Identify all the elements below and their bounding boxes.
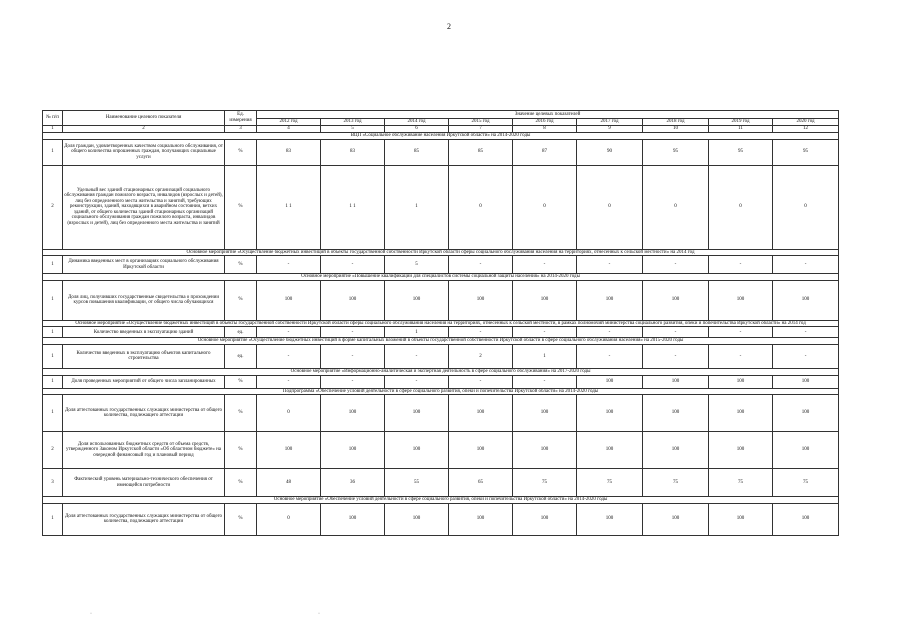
table-row (43, 280, 839, 320)
value-cell: 95 (643, 139, 709, 165)
value-cell: 100 (643, 432, 709, 469)
value-cell: 87 (513, 139, 577, 165)
value-cell: 95 (709, 139, 773, 165)
row-number: 2 (43, 165, 63, 249)
value-cell: 100 (385, 503, 449, 535)
table-row (43, 375, 839, 388)
unit-cell: % (225, 395, 257, 432)
value-cell: 100 (513, 503, 577, 535)
indicator-name: Количество введенных в эксплуатацию объектов капитального строительства (63, 344, 225, 368)
value-cell: 0 (449, 165, 513, 249)
table-row (43, 139, 839, 165)
value-cell: - (709, 344, 773, 368)
value-cell: 90 (577, 139, 643, 165)
header-col-number: 3 (225, 126, 257, 133)
header-col-number: 12 (773, 126, 839, 133)
target-indicators-table (42, 110, 839, 536)
header-col-number: 5 (321, 126, 385, 133)
indicator-name: Удельный вес зданий стационарных организаций социального обслуживания граждан пожилого возраста, инвалидов (взрослых и детей), лиц без определенного места жительства и занятий, требующих реконструкции, зданий, находящихся в аварийном состоянии, ветхих зданий, от общего количества зданий стационарных организаций социального обслуживания граждан пожилого возраста, инвалидов (взрослых и детей), лиц без определенного места жительства и занятий (63, 165, 225, 249)
header-year: 2015 год (449, 119, 513, 126)
value-cell: 100 (709, 280, 773, 320)
row-number: 1 (43, 256, 63, 274)
value-cell: 100 (257, 280, 321, 320)
value-cell: 100 (321, 432, 385, 469)
indicator-name: Доля аттестованных государственных служащих министерства от общего количества, подлежащего аттестации (63, 503, 225, 535)
scan-mark: · (90, 611, 92, 617)
header-col-number: 4 (257, 126, 321, 133)
section-header-row (43, 388, 839, 395)
header-year: 2013 год (321, 119, 385, 126)
value-cell: 100 (385, 395, 449, 432)
section-header-row (43, 274, 839, 281)
value-cell: - (321, 327, 385, 338)
unit-cell: % (225, 375, 257, 388)
indicator-name: Доля проведенных мероприятий от общего числа запланированных (63, 375, 225, 388)
value-cell: 100 (577, 432, 643, 469)
value-cell: 83 (321, 139, 385, 165)
value-cell: 75 (577, 469, 643, 497)
value-cell: 1 (513, 344, 577, 368)
scan-mark: · (318, 611, 320, 617)
value-cell: - (577, 344, 643, 368)
indicator-name: Доля лиц, получивших государственные свидетельства о прохождении курсов повышения квалификации, от общего числа обучающихся (63, 280, 225, 320)
unit-cell: % (225, 256, 257, 274)
indicator-name: Доля аттестованных государственных служащих министерства от общего количества, подлежащего аттестации (63, 395, 225, 432)
header-name: Наименование целевого показателя (63, 111, 225, 126)
header-values-group: Значение целевых показателей (257, 111, 839, 119)
section-title: Основное мероприятие «Обеспечение условий деятельности в сфере социального развития, опеки и попечительства Иркутской области» на 2014-2020 годы (43, 497, 839, 504)
value-cell: 100 (773, 432, 839, 469)
value-cell: 1 (385, 327, 449, 338)
value-cell: - (385, 375, 449, 388)
value-cell: - (773, 344, 839, 368)
value-cell: - (513, 327, 577, 338)
value-cell: 100 (449, 280, 513, 320)
unit-cell: ед. (225, 327, 257, 338)
indicator-name: Доля граждан, удовлетворенных качеством социального обслуживания, от общего количества опрошенных граждан, получающих социальные услуги (63, 139, 225, 165)
header-col-number: 8 (513, 126, 577, 133)
value-cell: 0 (709, 165, 773, 249)
indicator-name: Динамика введенных мест в организациях социального обслуживания Иркутской области (63, 256, 225, 274)
value-cell: 85 (449, 139, 513, 165)
value-cell: - (385, 344, 449, 368)
header-year: 2020 год (773, 119, 839, 126)
table-row (43, 432, 839, 469)
value-cell: 100 (773, 375, 839, 388)
value-cell: 48 (257, 469, 321, 497)
section-header-row (43, 338, 839, 345)
value-cell: - (643, 344, 709, 368)
row-number: 1 (43, 327, 63, 338)
value-cell: 100 (449, 432, 513, 469)
value-cell: 1 1 (257, 165, 321, 249)
header-year: 2014 год (385, 119, 449, 126)
value-cell: 5 (385, 256, 449, 274)
value-cell: 100 (773, 280, 839, 320)
value-cell: - (577, 327, 643, 338)
value-cell: 100 (643, 375, 709, 388)
value-cell: 75 (643, 469, 709, 497)
page-number: 2 (447, 22, 451, 31)
value-cell: 100 (709, 503, 773, 535)
unit-cell: % (225, 432, 257, 469)
value-cell: 100 (773, 503, 839, 535)
value-cell: - (449, 375, 513, 388)
unit-cell: % (225, 469, 257, 497)
table-row (43, 395, 839, 432)
row-number: 1 (43, 280, 63, 320)
value-cell: 100 (577, 395, 643, 432)
value-cell: 95 (773, 139, 839, 165)
header-num: № п/п (43, 111, 63, 126)
value-cell: 65 (449, 469, 513, 497)
value-cell: 0 (577, 165, 643, 249)
value-cell: 55 (385, 469, 449, 497)
section-title: Основное мероприятие «Осуществление бюджетных инвестиций в форме капитальных вложений в объекты государственной собственности Иркутской области в сфере социального обслуживания населения» на 2015-2020 годы (43, 338, 839, 345)
value-cell: 75 (513, 469, 577, 497)
value-cell: 100 (385, 432, 449, 469)
row-number: 1 (43, 375, 63, 388)
header-year: 2017 год (577, 119, 643, 126)
value-cell: - (321, 256, 385, 274)
header-year: 2018 год (643, 119, 709, 126)
value-cell: - (513, 375, 577, 388)
value-cell: - (257, 344, 321, 368)
value-cell: - (257, 256, 321, 274)
value-cell: 100 (321, 503, 385, 535)
header-year: 2019 год (709, 119, 773, 126)
unit-cell: ед. (225, 344, 257, 368)
value-cell: - (643, 256, 709, 274)
value-cell: - (773, 256, 839, 274)
section-title: Основное мероприятие «Информационно-аналитическая и экспертная деятельность в сфере социального обслуживания» на 2017-2020 годы (43, 368, 839, 375)
section-title: Основное мероприятие «Осуществление бюджетных инвестиций в объекты государственной собственности Иркутской области сферы социального обслуживания населения на территориях, отнесенных к сельской местности» на 2014 год (43, 249, 839, 256)
row-number: 1 (43, 344, 63, 368)
unit-cell: % (225, 165, 257, 249)
section-title: Подпрограмма «Обеспечение условий деятельности в сфере социального развития, опеки и попечительства Иркутской области» на 2014-2020 годы (43, 388, 839, 395)
table-row (43, 165, 839, 249)
section-header-row (43, 249, 839, 256)
value-cell: 1 (385, 165, 449, 249)
value-cell: 100 (513, 280, 577, 320)
row-number: 1 (43, 139, 63, 165)
value-cell: 0 (257, 503, 321, 535)
value-cell: - (257, 375, 321, 388)
value-cell: 2 (449, 344, 513, 368)
section-header-row (43, 320, 839, 327)
value-cell: 83 (257, 139, 321, 165)
table-row (43, 344, 839, 368)
value-cell: 0 (257, 395, 321, 432)
header-col-number: 1 (43, 126, 63, 133)
value-cell: - (257, 327, 321, 338)
header-col-number: 7 (449, 126, 513, 133)
row-number: 3 (43, 469, 63, 497)
value-cell: 0 (513, 165, 577, 249)
value-cell: - (513, 256, 577, 274)
value-cell: 100 (577, 503, 643, 535)
value-cell: 100 (321, 395, 385, 432)
row-number: 1 (43, 395, 63, 432)
indicator-name: Доля использованных бюджетных средств от объема средств, утвержденного Законом Иркутской области «Об областном бюджете» на очередной финансовый год и плановый период (63, 432, 225, 469)
value-cell: 100 (321, 280, 385, 320)
value-cell: 100 (577, 375, 643, 388)
value-cell: 75 (709, 469, 773, 497)
section-header-row (43, 133, 839, 140)
value-cell: 100 (513, 395, 577, 432)
value-cell: - (643, 327, 709, 338)
value-cell: - (773, 327, 839, 338)
indicator-name: Фактический уровень материально-технического обеспечения от имеющейся потребности (63, 469, 225, 497)
value-cell: - (449, 327, 513, 338)
unit-cell: % (225, 139, 257, 165)
value-cell: 85 (385, 139, 449, 165)
value-cell: 100 (577, 280, 643, 320)
value-cell: 0 (643, 165, 709, 249)
section-header-row (43, 368, 839, 375)
value-cell: - (449, 256, 513, 274)
value-cell: 100 (449, 395, 513, 432)
value-cell: 100 (709, 375, 773, 388)
value-cell: - (321, 375, 385, 388)
indicator-name: Количество введенных в эксплуатацию зданий (63, 327, 225, 338)
header-col-number: 6 (385, 126, 449, 133)
value-cell: 0 (773, 165, 839, 249)
value-cell: 100 (643, 280, 709, 320)
section-title: Основное мероприятие «Повышение квалификации для специалистов системы социальной защиты населения» на 2014-2020 годы (43, 274, 839, 281)
value-cell: 100 (643, 503, 709, 535)
value-cell: 100 (513, 432, 577, 469)
table-row (43, 327, 839, 338)
value-cell: 36 (321, 469, 385, 497)
header-year: 2012 год (257, 119, 321, 126)
value-cell: 100 (449, 503, 513, 535)
table-row (43, 469, 839, 497)
header-col-number: 11 (709, 126, 773, 133)
value-cell: 100 (773, 395, 839, 432)
header-unit: Ед. измерения (225, 111, 257, 126)
value-cell: - (709, 256, 773, 274)
value-cell: 100 (709, 432, 773, 469)
header-year: 2016 год (513, 119, 577, 126)
value-cell: - (321, 344, 385, 368)
value-cell: 1 1 (321, 165, 385, 249)
value-cell: 100 (385, 280, 449, 320)
value-cell: 75 (773, 469, 839, 497)
table-row (43, 256, 839, 274)
row-number: 2 (43, 432, 63, 469)
unit-cell: % (225, 503, 257, 535)
section-title: ВЦП «Социальное обслуживание населения Иркутской области» на 2014-2020 годы (43, 133, 839, 140)
value-cell: 100 (709, 395, 773, 432)
unit-cell: % (225, 280, 257, 320)
section-title: Основное мероприятие «Осуществление бюджетных инвестиций в объекты государственной собственности Иркутской области сферы социального обслуживания населения на территориях, отнесенных к сельской местности, в рамках полномочий министерства социального развития, опеки и попечительства Иркутской области» на 2014 год (43, 320, 839, 327)
row-number: 1 (43, 503, 63, 535)
value-cell: - (577, 256, 643, 274)
header-col-number: 9 (577, 126, 643, 133)
header-col-number: 2 (63, 126, 225, 133)
header-col-number: 10 (643, 126, 709, 133)
value-cell: 100 (257, 432, 321, 469)
value-cell: - (709, 327, 773, 338)
table-row (43, 503, 839, 535)
value-cell: 100 (643, 395, 709, 432)
section-header-row (43, 497, 839, 504)
